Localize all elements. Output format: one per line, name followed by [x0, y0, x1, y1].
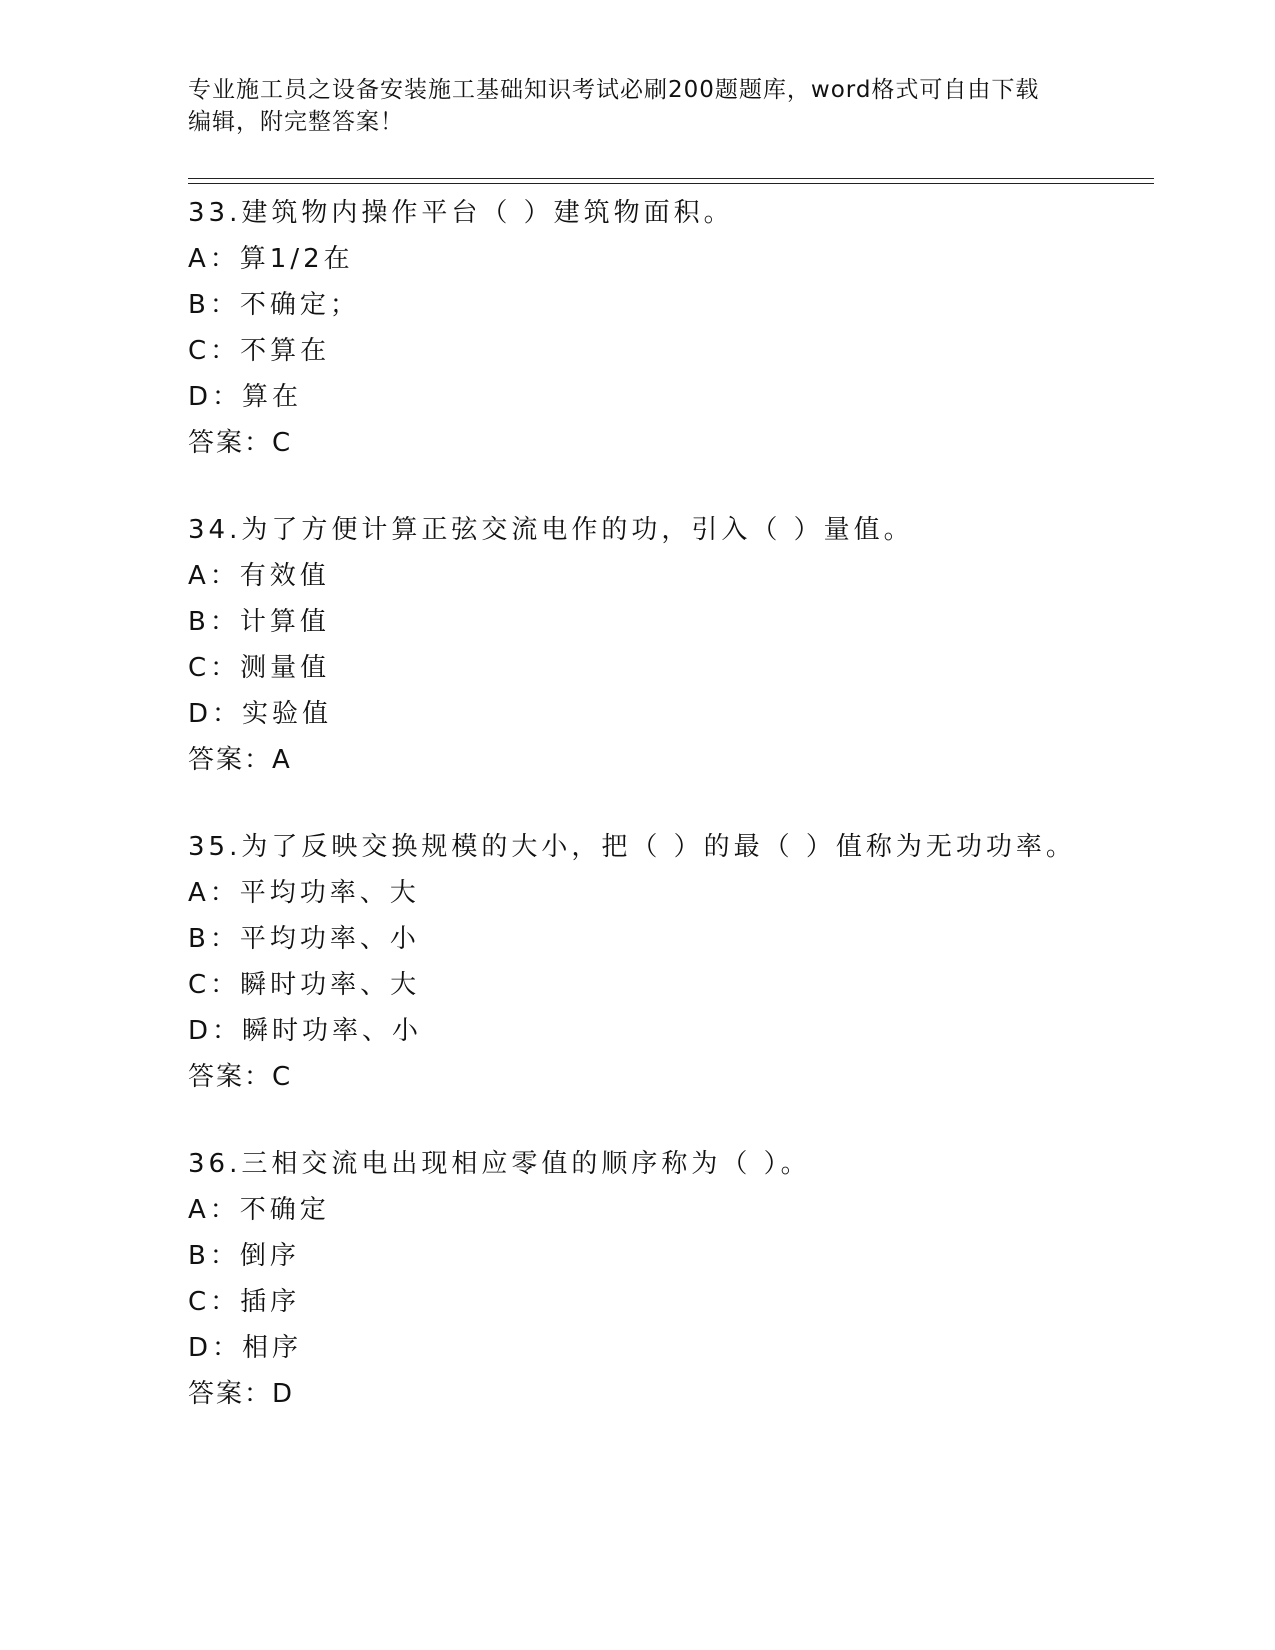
- option-d: D：瞬时功率、小: [188, 1016, 423, 1046]
- answer-label: 答案：: [188, 1062, 273, 1092]
- option-a: A：平均功率、大: [188, 878, 420, 908]
- option-c: C：瞬时功率、大: [188, 970, 421, 1000]
- header-line-1: 专业施工员之设备安装施工基础知识考试必刷200题题库，word格式可自由下载: [188, 77, 1040, 103]
- option-a: A：算1/2在: [188, 244, 354, 274]
- answer-line: [188, 1371, 1154, 1417]
- answer-line: [188, 420, 1154, 466]
- header-divider-bottom: [188, 183, 1154, 184]
- option-b: B：倒序: [188, 1241, 300, 1271]
- option-c: C：测量值: [188, 653, 331, 683]
- option-c: C：不算在: [188, 336, 331, 366]
- question-stem: 35.为了反映交换规模的大小，把（ ）的最（ ）值称为无功功率。: [188, 832, 1076, 862]
- answer-value: A: [272, 745, 292, 775]
- header-divider-top: [188, 178, 1154, 179]
- option-a: A：有效值: [188, 561, 330, 591]
- option-d: D：算在: [188, 382, 303, 412]
- option-b: B：计算值: [188, 607, 330, 637]
- answer-line: [188, 737, 1154, 783]
- question-35: [188, 824, 1154, 1100]
- question-34: [188, 507, 1154, 783]
- answer-label: 答案：: [188, 745, 273, 775]
- answer-line: [188, 1054, 1154, 1100]
- question-stem: 33.建筑物内操作平台（ ）建筑物面积。: [188, 198, 734, 228]
- option-d: D：实验值: [188, 699, 333, 729]
- answer-value: D: [272, 1379, 295, 1409]
- option-a: A：不确定: [188, 1195, 330, 1225]
- question-36: [188, 1141, 1154, 1417]
- question-33: [188, 190, 1154, 466]
- option-b: B：不确定；: [188, 290, 360, 320]
- option-b: B：平均功率、小: [188, 924, 420, 954]
- document-header: [188, 74, 1088, 138]
- question-stem: 36.三相交流电出现相应零值的顺序称为（ ）。: [188, 1149, 811, 1179]
- option-c: C：插序: [188, 1287, 301, 1317]
- option-d: D：相序: [188, 1333, 303, 1363]
- question-list: [188, 190, 1154, 1458]
- header-line-2: 编辑，附完整答案！: [188, 109, 404, 135]
- answer-value: C: [272, 428, 293, 458]
- answer-label: 答案：: [188, 428, 273, 458]
- answer-value: C: [272, 1062, 293, 1092]
- answer-label: 答案：: [188, 1379, 273, 1409]
- question-stem: 34.为了方便计算正弦交流电作的功，引入（ ）量值。: [188, 515, 914, 545]
